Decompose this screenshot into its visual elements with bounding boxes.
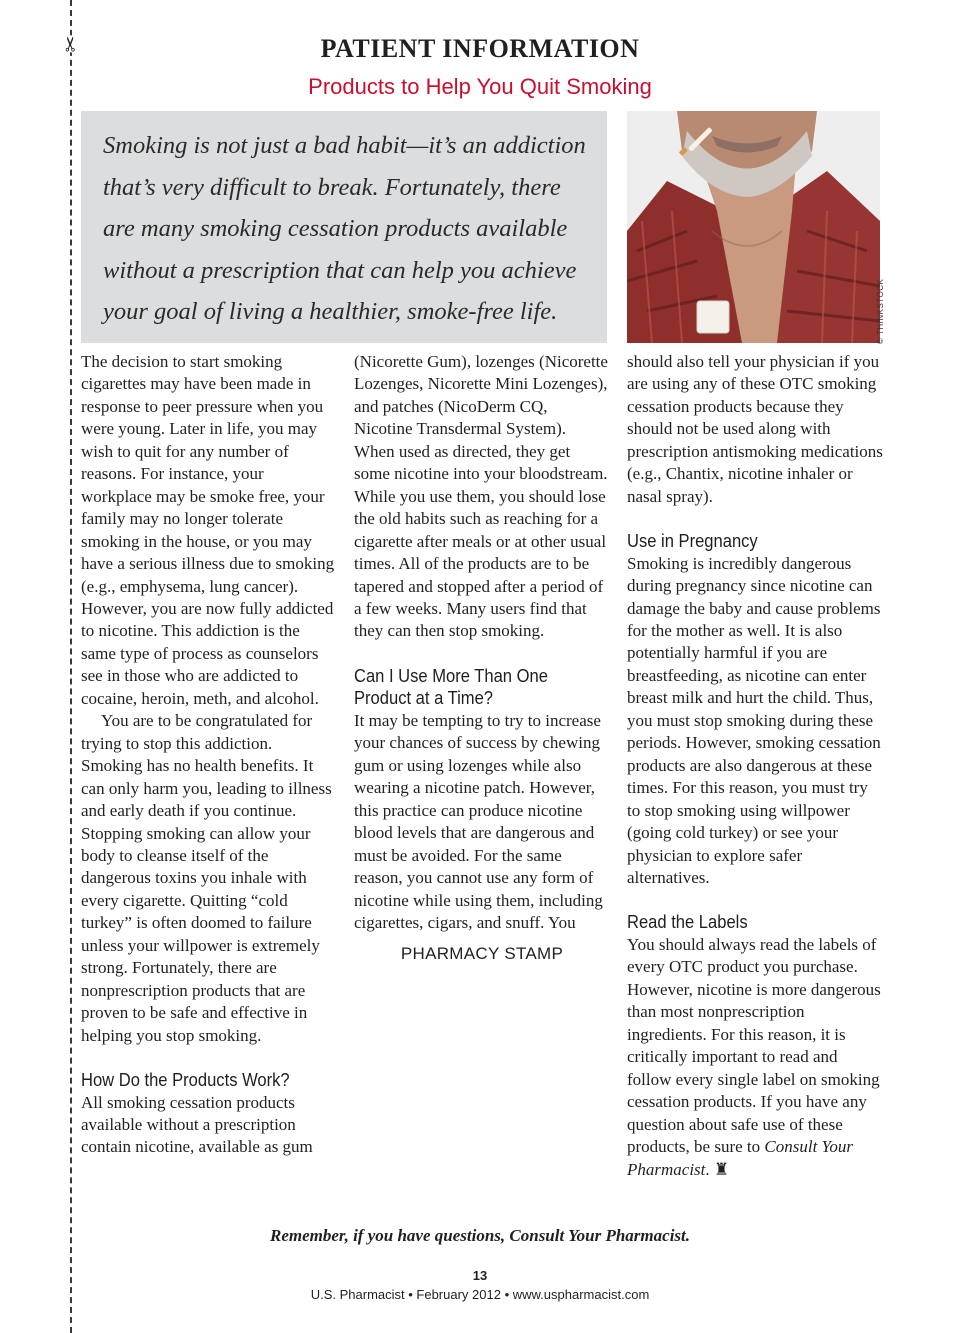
intro-text: Smoking is not just a bad habit—it’s an addiction that’s very difficult to break. Fortunately, there are many smoking cessation products available without a prescription that can help you achieve your goal of living a healthier, smoke-free life.	[103, 132, 586, 325]
col3-paragraph-2: Smoking is incredibly dangerous during pregnancy since nicotine can damage the baby and cause problems for the mother as well. It is also potentially harmful if you are breastfeeding, as nicotine can enter breast milk and hurt the child. Thus, you must stop smoking during these periods. However, smoking cessation products are also dangerous at these times. For this reason, you must try to stop smoking using willpower (going cold turkey) or see your physician to explore safer alternatives.	[627, 553, 881, 888]
article-column-1	[81, 351, 336, 1159]
heading-how-products-work: How Do the Products Work?	[81, 1070, 290, 1091]
footer-publication-line: U.S. Pharmacist • February 2012 • www.uspharmacist.com	[310, 1287, 650, 1302]
photo-credit: © THINKSTOCK	[876, 278, 885, 344]
scissors-icon: ✂	[58, 35, 83, 53]
heading-use-in-pregnancy: Use in Pregnancy	[627, 531, 758, 552]
col2-paragraph-2: It may be tempting to try to increase your chances of success by chewing gum or using lozenges while also wearing a nicotine patch. However, this practice can produce nicotine blood levels that are dangerous and must be avoided. For the same reason, you cannot use any form of nicotine while using them, including cigarettes, cigars, and snuff. You	[354, 710, 603, 932]
col1-paragraph-3: All smoking cessation products available without a prescription contain nicotine, available as gum	[81, 1092, 313, 1157]
smoker-illustration	[627, 111, 880, 343]
consult-signoff: Consult Your Pharmacist	[627, 1137, 854, 1179]
article-column-2	[354, 351, 610, 966]
page-title: PATIENT INFORMATION	[320, 34, 640, 63]
col3-paragraph-3-text: You should always read the labels of every OTC product you purchase. However, nicotine is more dangerous than most nonprescription ingredients. For this reason, it is critically important to read and follow every single label on smoking cessation products. If you have any question about safe use of these products, be sure to	[627, 934, 881, 1157]
article-column-3	[627, 351, 883, 1181]
end-mark-icon: . ♜	[705, 1159, 730, 1179]
col1-paragraph-1: The decision to start smoking cigarettes may have been made in response to peer pressure when you were young. Later in life, you may wish to quit for any number of reasons. For instance, your workplace may be smoke free, your family may no longer tolerate smoking in the house, or you may have a serious illness due to smoking (e.g., emphysema, lung cancer). However, you are now fully addicted to nicotine. This addiction is the same type of process as counselors see in those who are addicted to cocaine, heroin, meth, and alcohol.	[81, 352, 335, 708]
col2-paragraph-1: (Nicorette Gum), lozenges (Nicorette Lozenges, Nicorette Mini Lozenges), and patches (NicoDerm CQ, Nicotine Transdermal System). When used as directed, they get some nicotine into your bloodstream. While you use them, you should lose the old habits such as reaching for a cigarette after meals or at other usual times. All of the products are to be tapered and stopped after a period of a few weeks. Many users find that they can then stop smoking.	[354, 352, 608, 641]
page-subtitle: Products to Help You Quit Smoking	[308, 74, 652, 99]
pharmacy-stamp-label: PHARMACY STAMP	[400, 944, 564, 964]
intro-callout	[81, 111, 607, 343]
page-number: 13	[472, 1268, 488, 1283]
heading-more-than-one-product: Can I Use More Than One Product at a Time?	[354, 665, 548, 709]
heading-read-the-labels: Read the Labels	[627, 912, 748, 933]
smoker-photo	[627, 111, 880, 343]
col3-paragraph-1: should also tell your physician if you are using any of these OTC smoking cessation products because they should not be used along with prescription antismoking medications (e.g., Chantix, nicotine inhaler or nasal spray).	[627, 352, 883, 506]
reminder-line: Remember, if you have questions, Consult Your Pharmacist.	[269, 1226, 691, 1245]
col1-paragraph-2: You are to be congratulated for trying to stop this addiction. Smoking has no health benefits. It can only harm you, leading to illness and early death if you continue. Stopping smoking can allow your body to cleanse itself of the dangerous toxins you inhale with every cigarette. Quitting “cold turkey” is often doomed to failure unless your willpower is extremely strong. Fortunately, there are nonprescription products that are proven to be safe and effective in helping you stop smoking.	[81, 711, 332, 1045]
cut-line-dashed	[70, 0, 72, 1333]
col3-paragraph-3	[627, 934, 883, 1181]
